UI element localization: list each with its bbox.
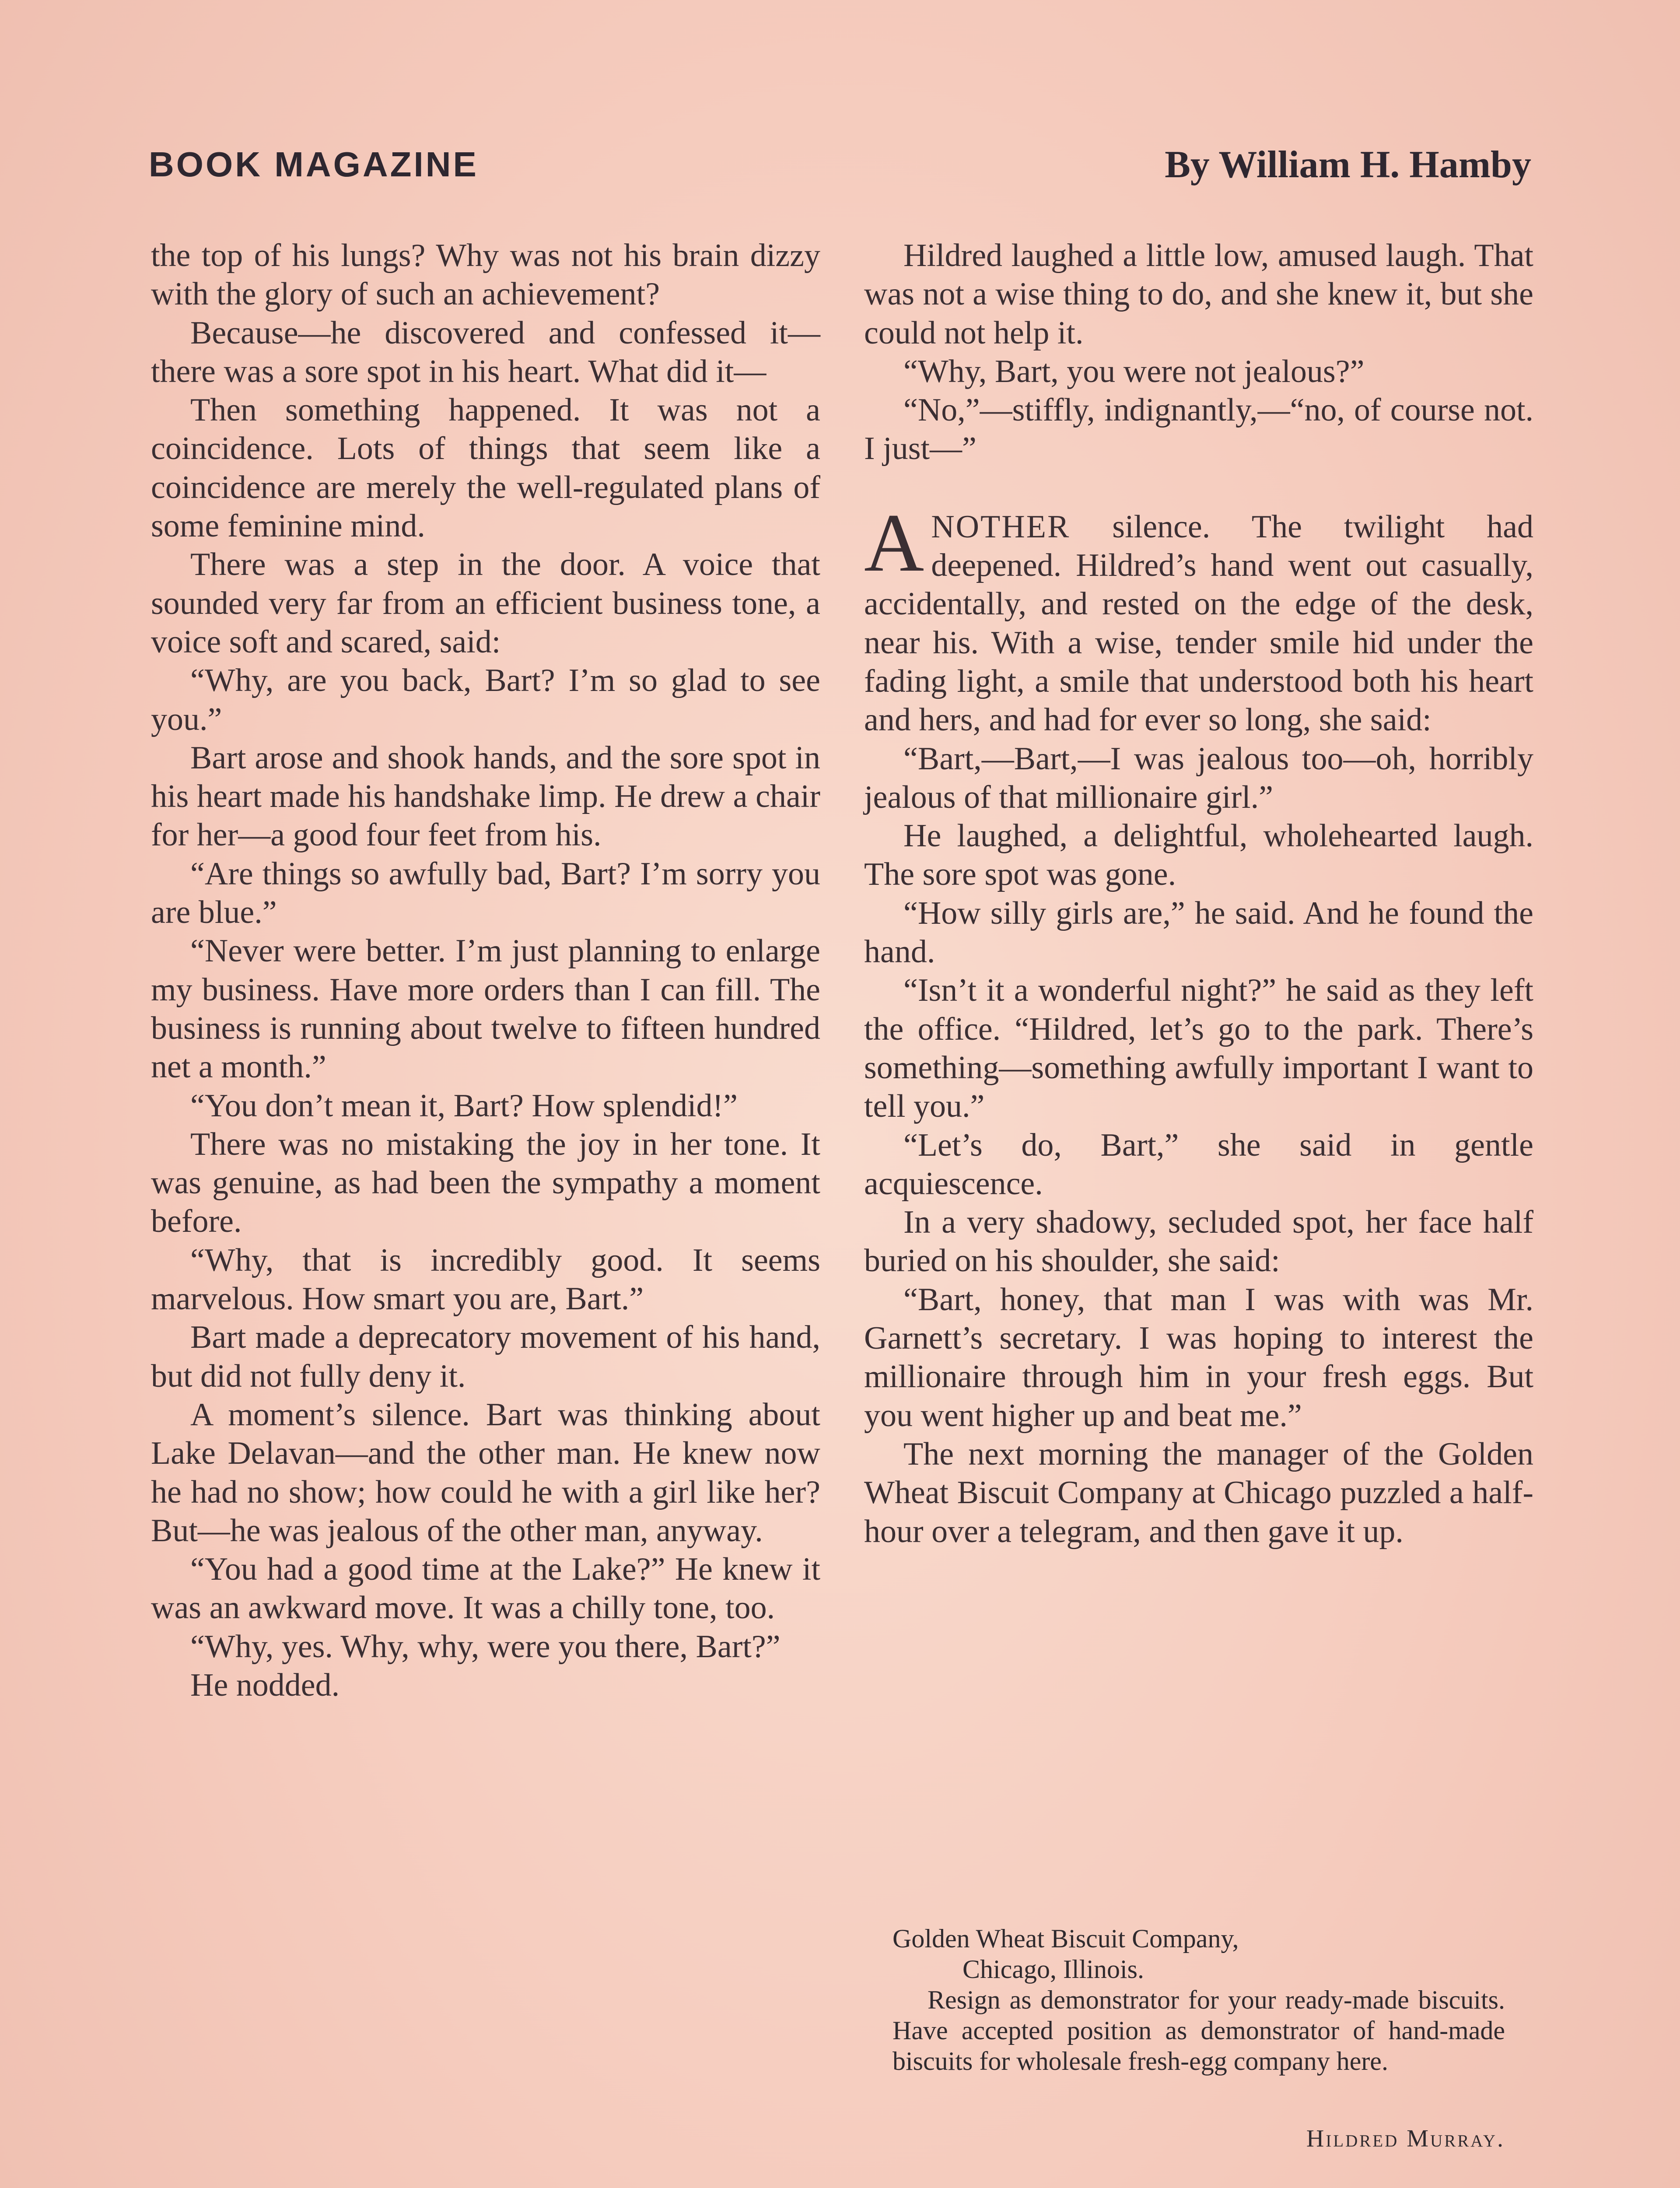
paragraph: “You had a good time at the Lake?” He knew it was an awkward move. It was a chilly tone, too. bbox=[151, 1551, 820, 1626]
paragraph: He nodded. bbox=[190, 1667, 340, 1703]
paragraph: He laughed, a delightful, wholehearted laugh. The sore spot was gone. bbox=[864, 818, 1533, 893]
right-column bbox=[864, 236, 1533, 1551]
telegram-address: Chicago, Illinois. bbox=[962, 1955, 1144, 1984]
drop-cap: A bbox=[864, 497, 924, 589]
paragraph: Because—he discovered and confessed it—there was a sore spot in his heart. What did it— bbox=[151, 315, 820, 389]
paragraph: Bart arose and shook hands, and the sore spot in his heart made his handshake limp. He drew a chair for her—a good four feet from his. bbox=[151, 740, 820, 853]
telegram-signature: Hildred Murray. bbox=[1306, 2125, 1505, 2152]
telegram-body: Resign as demonstrator for your ready-made biscuits. Have accepted position as demonstrator of hand-made biscuits for wholesale fresh-egg company here. bbox=[892, 1985, 1505, 2076]
paragraph: Hildred laughed a little low, amused laugh. That was not a wise thing to do, and she knew it, but she could not help it. bbox=[864, 238, 1533, 351]
paragraph: “No,”—stiffly, indignantly,—“no, of course not. I just—” bbox=[864, 392, 1533, 467]
paragraph: There was a step in the door. A voice that sounded very far from an efficient business tone, a voice soft and scared, said: bbox=[151, 547, 820, 660]
paragraph: the top of his lungs? Why was not his brain dizzy with the glory of such an achievement? bbox=[151, 238, 820, 312]
paragraph: Bart made a deprecatory movement of his hand, but did not fully deny it. bbox=[151, 1319, 820, 1394]
drop-cap-lead: NOTHER bbox=[931, 508, 1071, 545]
paragraph: “Are things so awfully bad, Bart? I’m sorry you are blue.” bbox=[151, 856, 820, 931]
telegram-addressee: Golden Wheat Biscuit Company, bbox=[892, 1924, 1239, 1953]
author-byline: By William H. Hamby bbox=[1165, 144, 1531, 186]
paragraph: There was no mistaking the joy in her tone. It was genuine, as had been the sympathy a moment before. bbox=[151, 1126, 820, 1240]
paragraph: “Why, are you back, Bart? I’m so glad to see you.” bbox=[151, 663, 820, 737]
paragraph: “Why, that is incredibly good. It seems marvelous. How smart you are, Bart.” bbox=[151, 1242, 820, 1317]
telegram bbox=[892, 1923, 1505, 2076]
left-column bbox=[151, 236, 820, 1704]
section-opening-paragraph bbox=[864, 497, 1533, 740]
paragraph: “Let’s do, Bart,” she said in gentle acquiescence. bbox=[864, 1127, 1533, 1202]
paragraph: “Bart,—Bart,—I was jealous too—oh, horribly jealous of that millionaire girl.” bbox=[864, 740, 1533, 815]
paragraph: “Why, Bart, you were not jealous?” bbox=[903, 353, 1365, 389]
paragraph: “Isn’t it a wonderful night?” he said as they left the office. “Hildred, let’s go to the park. There’s something—something awfully important I want to tell you.” bbox=[864, 972, 1533, 1125]
paragraph: In a very shadowy, secluded spot, her face half buried on his shoulder, she said: bbox=[864, 1204, 1533, 1279]
paragraph: “Never were better. I’m just planning to enlarge my business. Have more orders than I can fill. The business is running about twelve to fifteen hundred net a month.” bbox=[151, 933, 820, 1085]
paragraph: The next morning the manager of the Golden Wheat Biscuit Company at Chicago puzzled a half-hour over a telegram, and then gave it up. bbox=[864, 1436, 1533, 1550]
paragraph: “You don’t mean it, Bart? How splendid!” bbox=[190, 1087, 738, 1124]
paragraph: “Why, yes. Why, why, were you there, Bart?” bbox=[190, 1628, 780, 1665]
paragraph-text: silence. The twilight had deepened. Hildred’s hand went out casually, accidentally, and rested on the edge of the desk, near his. With a wise, tender smile hid under the fading light, a smile that understood both his heart and hers, and had for ever so long, she said: bbox=[864, 508, 1533, 738]
paragraph: Then something happened. It was not a coincidence. Lots of things that seem like a coincidence are merely the well-regulated plans of some feminine mind. bbox=[151, 392, 820, 544]
paragraph: A moment’s silence. Bart was thinking about Lake Delavan—and the other man. He knew now he had no show; how could he with a girl like her? But—he was jealous of the other man, anyway. bbox=[151, 1396, 820, 1549]
page-header bbox=[149, 144, 1531, 197]
paragraph: “Bart, honey, that man I was with was Mr. Garnett’s secretary. I was hoping to interest the millionaire through him in your fresh eggs. But you went higher up and beat me.” bbox=[864, 1281, 1533, 1434]
magazine-title: BOOK MAGAZINE bbox=[149, 145, 479, 184]
paragraph: “How silly girls are,” he said. And he found the hand. bbox=[864, 895, 1533, 970]
